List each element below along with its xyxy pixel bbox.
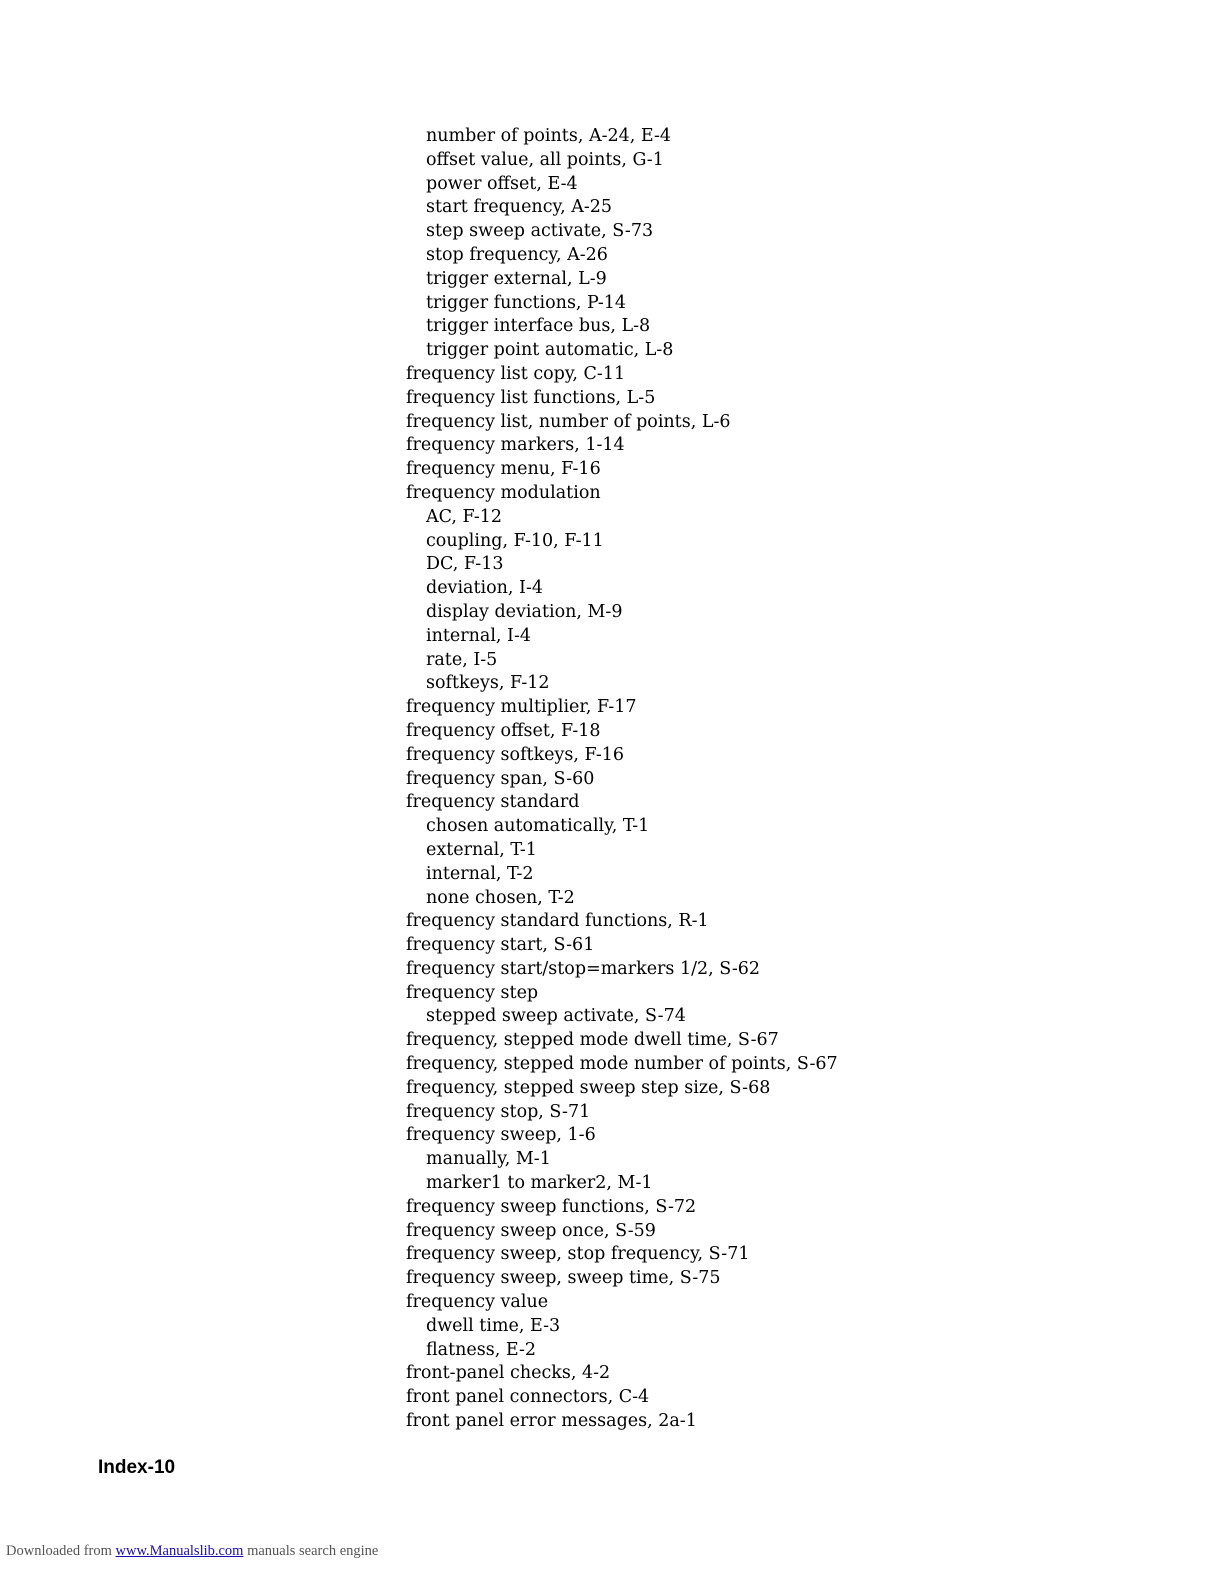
index-subentry: marker1 to marker2, M-1 [426,1173,653,1194]
index-entry: frequency list functions, L-5 [406,387,656,408]
index-entry: frequency standard [406,792,580,813]
index-subentry: rate, I-5 [426,649,498,670]
index-entry: frequency step [406,982,539,1003]
index-entry: frequency softkeys, F-16 [406,744,625,765]
index-subentry: chosen automatically, T-1 [426,816,650,837]
index-subentry: trigger interface bus, L-8 [426,316,651,337]
index-subentry: internal, T-2 [426,863,534,884]
index-subentry: stepped sweep activate, S-74 [426,1006,686,1027]
index-entry: frequency menu, F-16 [406,459,601,480]
index-entry: frequency list copy, C-11 [406,363,626,384]
index-subentry: DC, F-13 [426,554,504,575]
index-entry: frequency start, S-61 [406,935,595,956]
index-subentry: AC, F-12 [426,506,503,527]
index-subentry: start frequency, A-25 [426,197,613,218]
index-entry: frequency sweep, 1-6 [406,1125,596,1146]
index-entry: frequency sweep functions, S-72 [406,1196,697,1217]
page-number-label: Index-10 [98,1457,176,1478]
index-subentry: coupling, F-10, F-11 [426,530,604,551]
index-subentry: flatness, E-2 [426,1339,536,1360]
index-entry: front panel error messages, 2a-1 [406,1411,697,1432]
index-subentry: none chosen, T-2 [426,887,575,908]
index-entry: frequency stop, S-71 [406,1101,591,1122]
download-footer [6,1541,378,1561]
index-subentry: trigger external, L-9 [426,268,607,289]
index-entry: frequency, stepped sweep step size, S-68 [406,1077,771,1098]
index-subentry: trigger functions, P-14 [426,292,627,313]
index-subentry: power offset, E-4 [426,173,578,194]
footer-suffix-text: manuals search engine [247,1543,379,1559]
index-entry: frequency offset, F-18 [406,720,601,741]
index-entry: frequency, stepped mode dwell time, S-67 [406,1030,779,1051]
index-entry-list [406,125,1106,1434]
index-entry: frequency sweep once, S-59 [406,1220,656,1241]
index-entry: frequency sweep, stop frequency, S-71 [406,1244,750,1265]
index-entry: front-panel checks, 4-2 [406,1363,611,1384]
index-entry: frequency, stepped mode number of points, S-67 [406,1054,838,1075]
index-subentry: external, T-1 [426,839,537,860]
index-subentry: display deviation, M-9 [426,601,623,622]
index-subentry: offset value, all points, G-1 [426,149,664,170]
index-entry: frequency start/stop=markers 1/2, S-62 [406,958,761,979]
index-entry: frequency value [406,1292,549,1313]
index-subentry: deviation, I-4 [426,578,543,599]
manualslib-link[interactable]: www.Manualslib.com [115,1543,244,1559]
index-subentry: number of points, A-24, E-4 [426,126,672,146]
index-subentry: softkeys, F-12 [426,673,550,694]
index-entry: frequency markers, 1-14 [406,435,625,456]
index-subentry: dwell time, E-3 [426,1315,561,1336]
index-subentry: manually, M-1 [426,1149,551,1170]
index-subentry: internal, I-4 [426,625,532,646]
index-entry: frequency standard functions, R-1 [406,911,709,932]
index-entry: frequency multiplier, F-17 [406,697,637,718]
index-subentry: step sweep activate, S-73 [426,221,654,242]
index-subentry: trigger point automatic, L-8 [426,340,674,361]
index-entry: frequency modulation [406,482,601,503]
index-entry: front panel connectors, C-4 [406,1387,650,1408]
index-entry: frequency span, S-60 [406,768,595,789]
index-entry: frequency list, number of points, L-6 [406,411,731,432]
footer-prefix-text: Downloaded from [6,1543,112,1559]
index-subentry: stop frequency, A-26 [426,244,608,265]
index-entry: frequency sweep, sweep time, S-75 [406,1268,721,1289]
